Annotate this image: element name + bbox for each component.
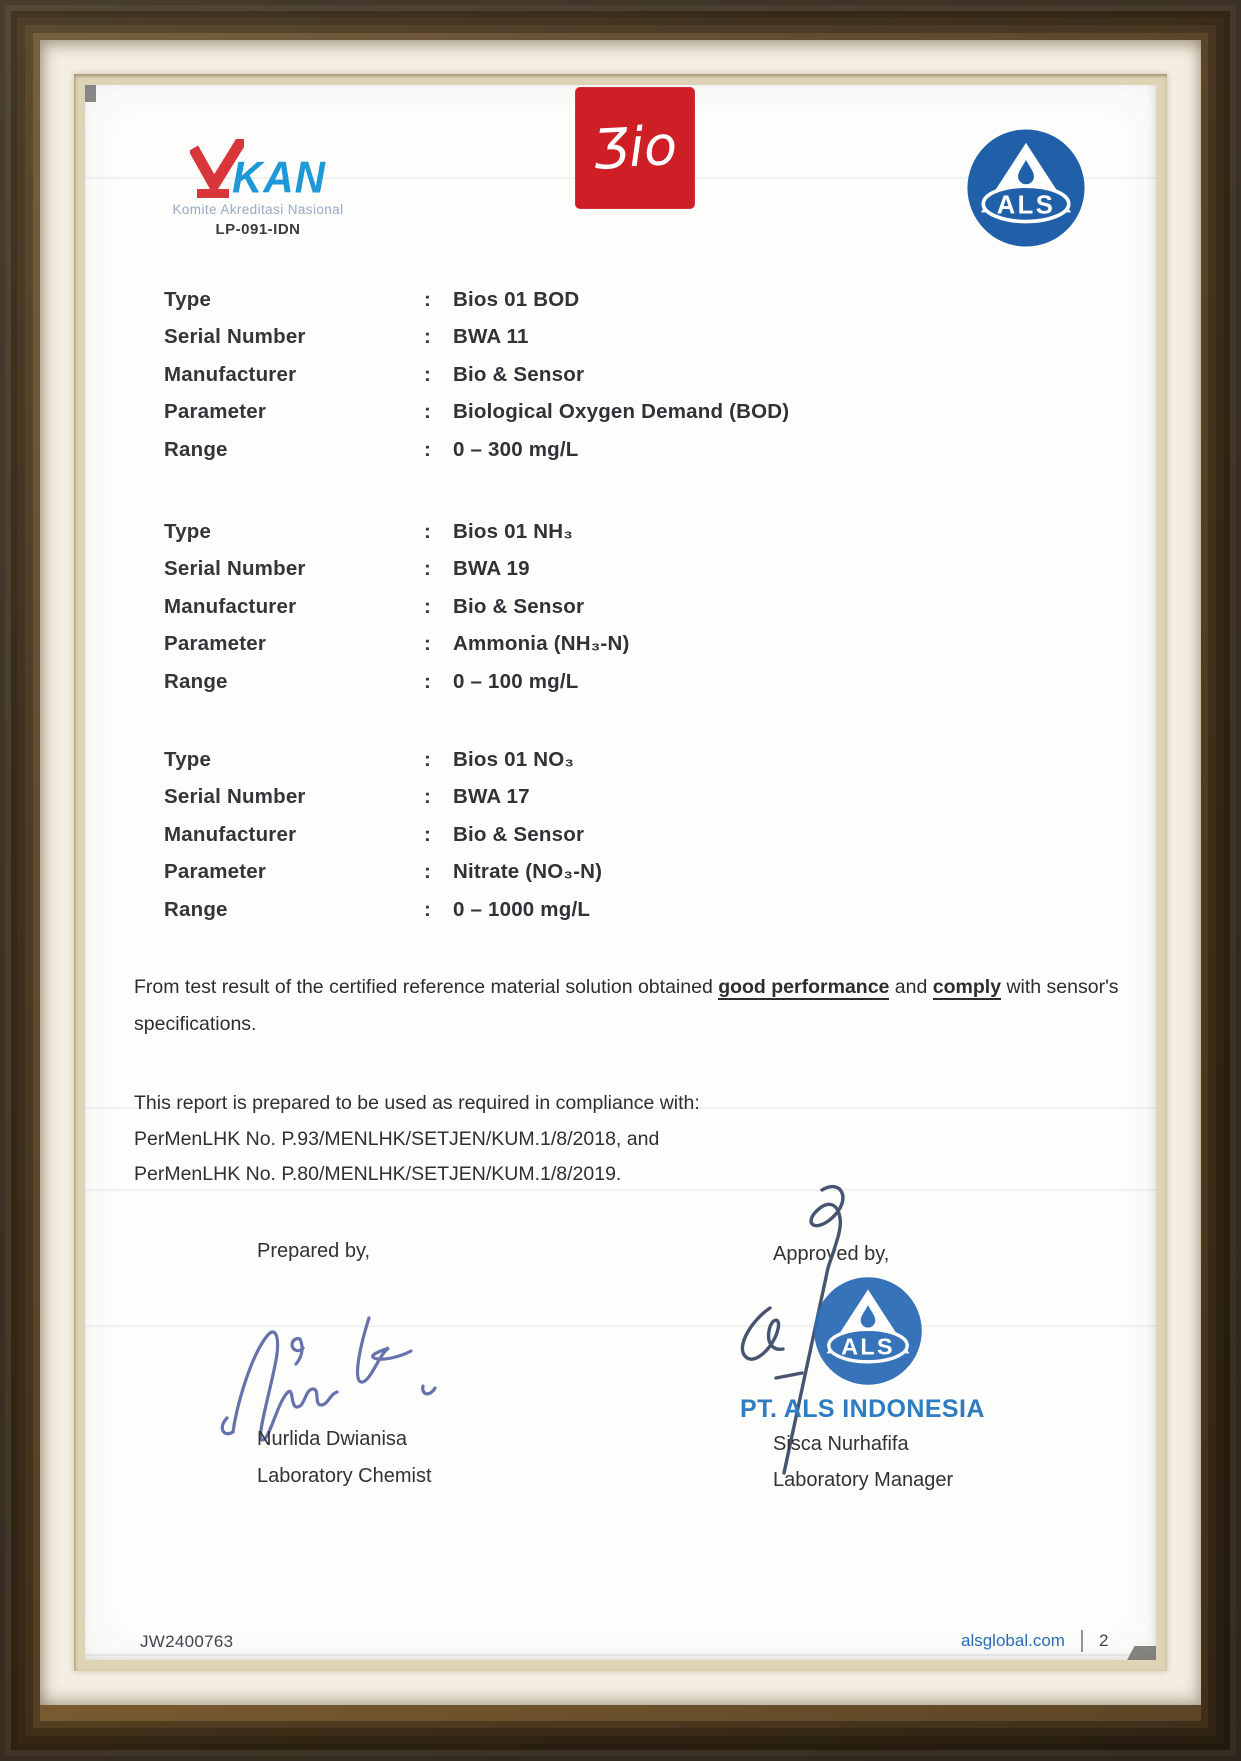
- spec-value: BWA 11: [453, 325, 529, 349]
- report-number: JW2400763: [140, 1632, 234, 1651]
- spec-label: Parameter: [164, 400, 267, 424]
- spec-colon: :: [424, 519, 431, 543]
- spec-value: 0 – 1000 mg/L: [453, 897, 591, 921]
- spec-colon: :: [424, 325, 431, 349]
- result-statement: [134, 969, 1136, 1043]
- company-name: PT. ALS INDONESIA: [740, 1395, 985, 1423]
- approved-name: Sisca Nurhafifa: [773, 1433, 909, 1455]
- als-stamp-text: ALS: [841, 1333, 895, 1360]
- spec-value: BWA 17: [453, 785, 530, 809]
- spec-block-no3: [164, 741, 1084, 929]
- spec-value: Biological Oxygen Demand (BOD): [453, 400, 790, 424]
- spec-row: [164, 356, 1084, 394]
- als-logo-icon: [965, 127, 1087, 249]
- website-link: alsglobal.com: [961, 1631, 1065, 1650]
- spec-value: Ammonia (NH₃-N): [453, 632, 630, 656]
- spec-colon: :: [424, 400, 431, 424]
- spec-value: 0 – 100 mg/L: [453, 669, 579, 693]
- spec-row: [164, 816, 1084, 854]
- spec-label: Serial Number: [164, 325, 306, 349]
- spec-colon: :: [424, 785, 431, 809]
- spec-row: [164, 551, 1084, 589]
- spec-label: Manufacturer: [164, 822, 297, 846]
- spec-colon: :: [424, 669, 431, 693]
- frame-mat: [40, 40, 1201, 1705]
- spec-block-nh3: [164, 513, 1084, 701]
- kan-wordmark: KAN: [232, 152, 326, 203]
- spec-row: [164, 741, 1084, 779]
- spec-row: [164, 891, 1084, 929]
- spec-row: [164, 431, 1084, 469]
- spec-colon: :: [424, 287, 431, 311]
- bio-logo-glyph: Ʒio: [591, 113, 679, 182]
- statement-highlight-good-performance: good performance: [718, 976, 890, 998]
- statement-text: and: [889, 976, 933, 998]
- spec-value: Bio & Sensor: [453, 594, 585, 618]
- spec-label: Parameter: [164, 860, 267, 884]
- spec-colon: :: [424, 632, 431, 656]
- kan-logo-mark: [163, 139, 353, 203]
- mat-bevel: [74, 74, 1167, 1671]
- spec-value: Bios 01 NH₃: [453, 519, 573, 543]
- spec-row: [164, 281, 1084, 319]
- als-stamp-icon: [812, 1275, 924, 1387]
- kan-accreditation-code: LP-091-IDN: [215, 221, 301, 238]
- spec-row: [164, 663, 1084, 701]
- statement-text: From test result of the certified reference material solution obtained: [134, 976, 719, 998]
- als-logo: [965, 127, 1087, 249]
- kan-subtitle: Komite Akreditasi Nasional: [172, 202, 344, 217]
- spec-value: Bios 01 NO₃: [453, 747, 575, 771]
- spec-row: [164, 588, 1084, 626]
- spec-row: [164, 394, 1084, 432]
- scan-artifact: [1125, 1646, 1156, 1660]
- spec-colon: :: [424, 897, 431, 921]
- spec-colon: :: [424, 362, 431, 386]
- footer-divider: [1081, 1630, 1083, 1652]
- als-stamp: [812, 1275, 924, 1387]
- spec-label: Type: [164, 519, 212, 543]
- spec-row: [164, 513, 1084, 551]
- scan-artifact: [85, 85, 96, 102]
- spec-colon: :: [424, 557, 431, 581]
- statement-text: with sensor's specifications.: [134, 976, 1119, 1035]
- spec-label: Manufacturer: [164, 594, 297, 618]
- spec-colon: :: [424, 747, 431, 771]
- spec-row: [164, 626, 1084, 664]
- spec-label: Type: [164, 287, 212, 311]
- spec-block-bod: [164, 281, 1084, 469]
- approved-title: Laboratory Manager: [773, 1469, 954, 1491]
- compliance-section: [134, 1086, 1136, 1193]
- spec-label: Parameter: [164, 632, 267, 656]
- spec-row: [164, 854, 1084, 892]
- spec-label: Type: [164, 747, 212, 771]
- spec-value: BWA 19: [453, 557, 530, 581]
- spec-row: [164, 779, 1084, 817]
- prepared-by-label: Prepared by,: [257, 1240, 371, 1262]
- spec-colon: :: [424, 822, 431, 846]
- spec-value: 0 – 300 mg/L: [453, 437, 579, 461]
- bio-logo: [575, 87, 695, 209]
- scan-line: [85, 1654, 1156, 1656]
- spec-label: Range: [164, 669, 228, 693]
- page-number: 2: [1098, 1631, 1109, 1650]
- spec-label: Range: [164, 437, 228, 461]
- prepared-name: Nurlida Dwianisa: [257, 1428, 408, 1450]
- spec-value: Bios 01 BOD: [453, 287, 580, 311]
- certificate-page: [85, 85, 1156, 1660]
- spec-colon: :: [424, 860, 431, 884]
- spec-label: Serial Number: [164, 557, 306, 581]
- approved-by-label: Approved by,: [773, 1243, 890, 1265]
- compliance-intro: This report is prepared to be used as required in compliance with:: [134, 1092, 700, 1114]
- compliance-reference-2018: PerMenLHK No. P.93/MENLHK/SETJEN/KUM.1/8/2018, and: [134, 1127, 660, 1150]
- prepared-title: Laboratory Chemist: [257, 1465, 432, 1487]
- spec-value: Bio & Sensor: [453, 362, 585, 386]
- spec-row: [164, 319, 1084, 357]
- kan-logo: [163, 139, 353, 238]
- als-logo-text: ALS: [996, 191, 1056, 220]
- spec-value: Bio & Sensor: [453, 822, 585, 846]
- footer-right: [961, 1630, 1108, 1652]
- spec-label: Range: [164, 897, 228, 921]
- compliance-reference-2019: PerMenLHK No. P.80/MENLHK/SETJEN/KUM.1/8/2019.: [134, 1163, 622, 1185]
- spec-value: Nitrate (NO₃-N): [453, 860, 603, 884]
- spec-label: Manufacturer: [164, 362, 297, 386]
- spec-colon: :: [424, 437, 431, 461]
- spec-colon: :: [424, 594, 431, 618]
- statement-highlight-comply: comply: [932, 976, 1002, 998]
- spec-label: Serial Number: [164, 785, 306, 809]
